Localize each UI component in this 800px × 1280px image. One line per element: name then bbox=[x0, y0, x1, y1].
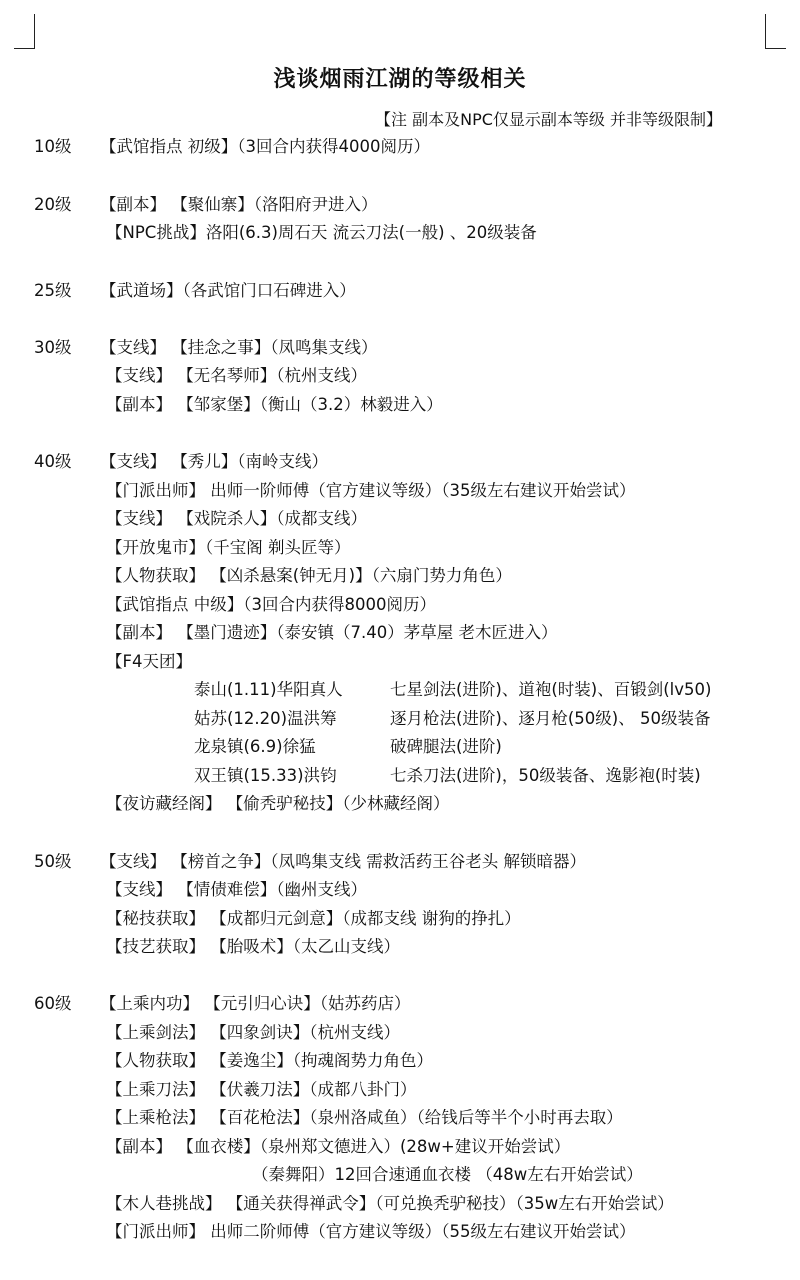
level-label: 50级 bbox=[34, 852, 72, 871]
entry-line: 【上乘剑法】 【四象剑诀】（杭州支线） bbox=[106, 1023, 400, 1042]
page-title: 浅谈烟雨江湖的等级相关 bbox=[273, 67, 527, 92]
entry-line: 【上乘枪法】 【百花枪法】（泉州洛咸鱼）（给钱后等半个小时再去取） bbox=[106, 1108, 623, 1127]
entry-line: 【支线】 【情债难偿】（幽州支线） bbox=[106, 880, 367, 899]
entry-line: （秦舞阳）12回合速通血衣楼 （48w左右开始尝试） bbox=[252, 1165, 643, 1184]
f4-reward: 破碑腿法(进阶) bbox=[390, 737, 502, 756]
entry-line: 【门派出师】 出师二阶师傅（官方建议等级）（55级左右建议开始尝试） bbox=[106, 1222, 636, 1241]
level-label: 25级 bbox=[34, 281, 72, 300]
entry-line: 【武馆指点 中级】（3回合内获得8000阅历） bbox=[106, 595, 436, 614]
entry-line: 【副本】 【聚仙寨】（洛阳府尹进入） bbox=[100, 195, 378, 214]
entry-line: 【支线】 【无名琴师】（杭州支线） bbox=[106, 366, 367, 385]
entry-line: 【人物获取】 【凶杀悬案(钟无月)】（六扇门势力角色） bbox=[106, 566, 512, 585]
f4-who: 姑苏(12.20)温洪筹 bbox=[194, 709, 337, 728]
entry-line: 【支线】 【戏院杀人】（成都支线） bbox=[106, 509, 367, 528]
entry-line: 【人物获取】 【姜逸尘】（拘魂阁势力角色） bbox=[106, 1051, 433, 1070]
entry-line: 【技艺获取】 【胎吸术】（太乙山支线） bbox=[106, 937, 400, 956]
entry-line: 【武道场】（各武馆门口石碑进入） bbox=[100, 281, 356, 300]
entry-line: 【支线】 【秀儿】（南岭支线） bbox=[100, 452, 328, 471]
level-label: 20级 bbox=[34, 195, 72, 214]
f4-reward: 逐月枪法(进阶)、逐月枪(50级)、 50级装备 bbox=[390, 709, 711, 728]
f4-who: 泰山(1.11)华阳真人 bbox=[194, 680, 343, 699]
entry-line: 【开放鬼市】（千宝阁 剃头匠等） bbox=[106, 538, 351, 557]
f4-who: 龙泉镇(6.9)徐猛 bbox=[194, 737, 316, 756]
f4-who: 双王镇(15.33)洪钧 bbox=[194, 766, 337, 785]
entry-line: 【副本】 【邹家堡】（衡山（3.2）林毅进入） bbox=[106, 395, 443, 414]
f4-reward: 七杀刀法(进阶)，50级装备、逸影袍(时装) bbox=[390, 766, 701, 785]
entry-line: 【F4天团】 bbox=[106, 652, 192, 671]
entry-line: 【上乘内功】 【元引归心诀】（姑苏药店） bbox=[100, 994, 411, 1013]
level-label: 60级 bbox=[34, 994, 72, 1013]
entry-line: 【支线】 【挂念之事】（凤鸣集支线） bbox=[100, 338, 378, 357]
f4-reward: 七星剑法(进阶)、道袍(时装)、百锻剑(lv50) bbox=[390, 680, 712, 699]
entry-line: 【武馆指点 初级】（3回合内获得4000阅历） bbox=[100, 137, 430, 156]
entry-line: 【副本】 【墨门遗迹】（泰安镇（7.40）茅草屋 老木匠进入） bbox=[106, 623, 558, 642]
entry-line: 【门派出师】 出师一阶师傅（官方建议等级）（35级左右建议开始尝试） bbox=[106, 481, 636, 500]
page-note: 【注 副本及NPC仅显示副本等级 并非等级限制】 bbox=[375, 110, 722, 129]
entry-line: 【支线】 【榜首之争】（凤鸣集支线 需救活药王谷老头 解锁暗器） bbox=[100, 852, 586, 871]
page-corner-mark-left bbox=[14, 14, 35, 49]
entry-line: 【秘技获取】 【成都归元剑意】（成都支线 谢狗的挣扎） bbox=[106, 909, 521, 928]
entry-line: 【上乘刀法】 【伏羲刀法】（成都八卦门） bbox=[106, 1080, 417, 1099]
page-corner-mark-right bbox=[765, 14, 786, 49]
entry-line: 【副本】 【血衣楼】（泉州郑文德进入）(28w+建议开始尝试） bbox=[106, 1137, 571, 1156]
level-label: 10级 bbox=[34, 137, 72, 156]
entry-line: 【夜访藏经阁】 【偷秃驴秘技】（少林藏经阁） bbox=[106, 794, 450, 813]
entry-line: 【NPC挑战】洛阳(6.3)周石天 流云刀法(一般) 、20级装备 bbox=[106, 223, 537, 242]
level-label: 30级 bbox=[34, 338, 72, 357]
entry-line: 【木人巷挑战】 【通关获得禅武令】（可兑换秃驴秘技）（35w左右开始尝试） bbox=[106, 1194, 674, 1213]
level-label: 40级 bbox=[34, 452, 72, 471]
